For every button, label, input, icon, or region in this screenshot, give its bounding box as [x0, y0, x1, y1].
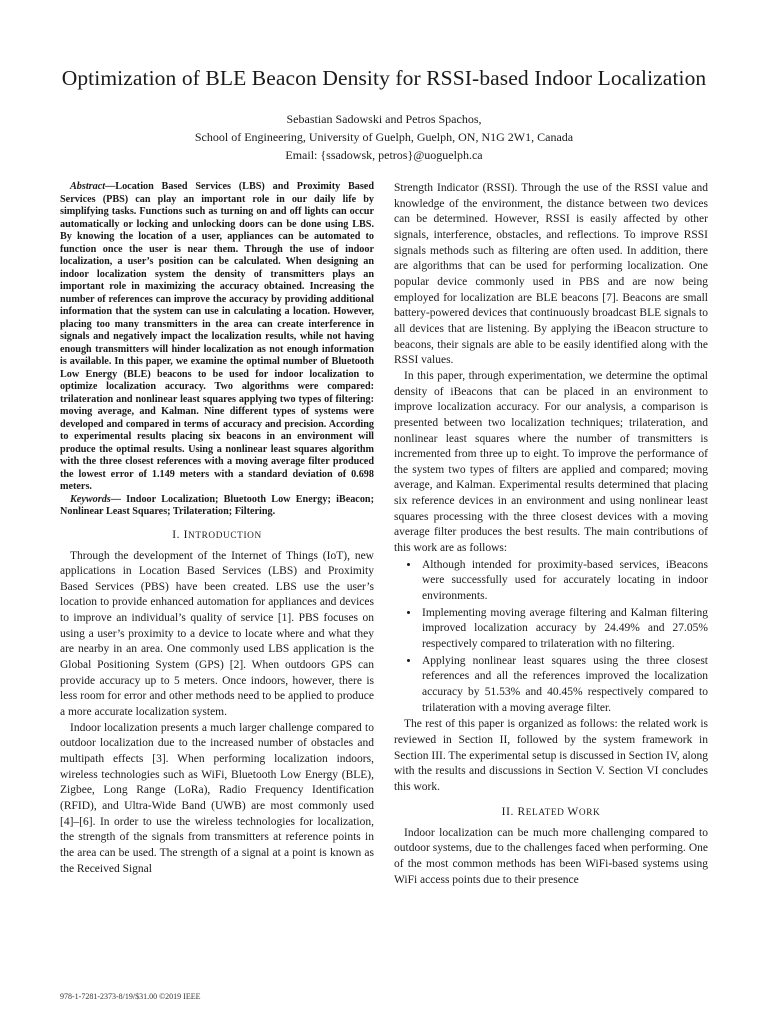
copyright-footer: 978-1-7281-2373-8/19/$31.00 ©2019 IEEE: [60, 992, 201, 1001]
author-names: Sebastian Sadowski and Petros Spachos,: [286, 112, 482, 126]
intro-paragraph-2: Indoor localization presents a much larger challenge compared to outdoor localization due to the increased number of obstacles and multipath effects [3]. When performing localization indoors, wireless technologies such as WiFi, Bluetooth Low Energy (BLE), Zigbee, Long Range (LoRa), Radio Frequency Identification (RFID), and Ultra-Wide Band (UWB) are most commonly used [4]–[6]. In order to use the wireless technologies for localization, the strength of the signals from transmitters at reference points in the area can be used. The strength of a signal at a point is known as the Received Signal: [60, 721, 374, 875]
section-heading-introduction: I. INTRODUCTION: [172, 528, 262, 541]
related-work-paragraph: Indoor localization can be much more challenging compared to outdoor systems, due to the challenges faced when performing. One of the most common methods has been WiFi-based systems using WiFi access points due to their presence: [394, 826, 708, 886]
intro-paragraph-4: The rest of this paper is organized as follows: the related work is reviewed in Section II, followed by the system framework in Section III. The experimental setup is discussed in Section IV, along with the results and discussions in Section V. Section VI concludes this work.: [394, 718, 708, 793]
keywords-lead: Keywords: [70, 493, 111, 505]
contribution-item: • Although intended for proximity-based services, iBeacons were successfully used for accurately locating in indoor environments.: [420, 558, 708, 605]
author-email: Email: {ssadowsk, petros}@uoguelph.ca: [285, 148, 483, 162]
contribution-list: [394, 558, 708, 717]
abstract: [60, 181, 374, 494]
right-column: [394, 181, 708, 888]
intro-paragraph-3: In this paper, through experimentation, we determine the optimal density of iBeacons that can be placed in an environment to improve localization accuracy. For our analysis, a comparison is presented between two localization techniques; trilateration, and nonlinear least squares where the number of transmitters is incremented from three up to eight. To improve the performance of the system two types of filters are applied and compared; moving average, and Kalman. Experimental results determined that placing six reference devices in an environment and using nonlinear least squares processing with the three closest devices with a moving average filter produces the best results. The main contributions of this work are as follows:: [394, 369, 708, 555]
contribution-item: • Implementing moving average filtering and Kalman filtering improved localization accuracy by 24.49% and 27.05% respectively compared to trilateration with no filtering.: [420, 606, 708, 653]
author-affiliation: School of Engineering, University of Guelph, Guelph, ON, N1G 2W1, Canada: [194, 130, 574, 144]
abstract-text: —Location Based Services (LBS) and Proximity Based Services (PBS) can play an important role in our daily life by simplifying tasks. Functions such as turning on and off lights can occur automatically or locking and unlocking doors can be done using LBS. By knowing the location of a user, appliances can be automated to function once the user is near them. Through the use of indoor localization, a user’s position can be calculated. When designing an indoor localization system the density of transmitters plays an important role in maximizing the accuracy obtained. Increasing the number of references can improve the accuracy by providing additional information that the system can use in calculating a location. However, placing too many transmitters in the area can create interference in signals and negatively impact the localization results, while not having enough transmitters will hinder localization as not enough information is available. In this paper, we examine the optimal number of Bluetooth Low Energy (BLE) beacons to be used for indoor localization to optimize localization accuracy. Two algorithms were compared: trilateration and nonlinear least squares applying two types of filtering: moving average, and Kalman. Nine different types of systems were developed and compared in terms of accuracy and precision. According to experimental results placing six beacons in an environment will produce the optimal results. Using a nonlinear least squares algorithm with the three closest references with a moving average filter produced the lowest error of 1.149 meters with a standard deviation of 0.698 meters.: [60, 181, 374, 492]
left-column: [60, 181, 374, 877]
keywords: [60, 494, 374, 519]
intro-continuation: Strength Indicator (RSSI). Through the use of the RSSI value and knowledge of the environment, the distance between two devices can be determined. However, RSSI is easily affected by other signals, interference, obstacles, and reflections. To improve RSSI signals methods such as filtering are often used. In addition, there are algorithms that can be used for performing localization. One popular device commonly used in PBS and are now being employed for localization are BLE beacons [7]. Beacons are small battery-powered devices that continuously broadcast BLE signals to all devices that are listening. By applying the iBeacon structure to beacons, their signals are able to be easily identified along with the RSSI values.: [394, 182, 708, 367]
contribution-item: • Applying nonlinear least squares using the three closest references and all the references improved the localization accuracy by 51.53% and 40.45% respectively compared to trilateration with a moving average filter.: [420, 654, 708, 717]
author-block: [0, 110, 768, 164]
abstract-lead: Abstract: [70, 181, 106, 192]
paper-title: Optimization of BLE Beacon Density for RSSI-based Indoor Localization: [61, 66, 707, 90]
section-heading-related-work: II. RELATED WORK: [501, 805, 601, 818]
keywords-text: — Indoor Localization; Bluetooth Low Energy; iBeacon; Nonlinear Least Squares; Trilateration; Filtering.: [60, 493, 374, 517]
intro-paragraph-1: Through the development of the Internet of Things (IoT), new applications in Location Based Services (LBS) and Proximity Based Services (PBS) have been created. LBS use the user’s location to provide enhanced automation for appliances and devices to improve an individual’s quality of service [1]. PBS focuses on using a user’s proximity to a device to locate where and what they are nearby in an area. One commonly used LBS application is the Global Positioning System (GPS) [2]. When outdoors GPS can provide accuracy up to 5 meters. Once indoors, however, there is less room for error and other methods need to be applied to produce a more accurate localization system.: [60, 549, 374, 719]
